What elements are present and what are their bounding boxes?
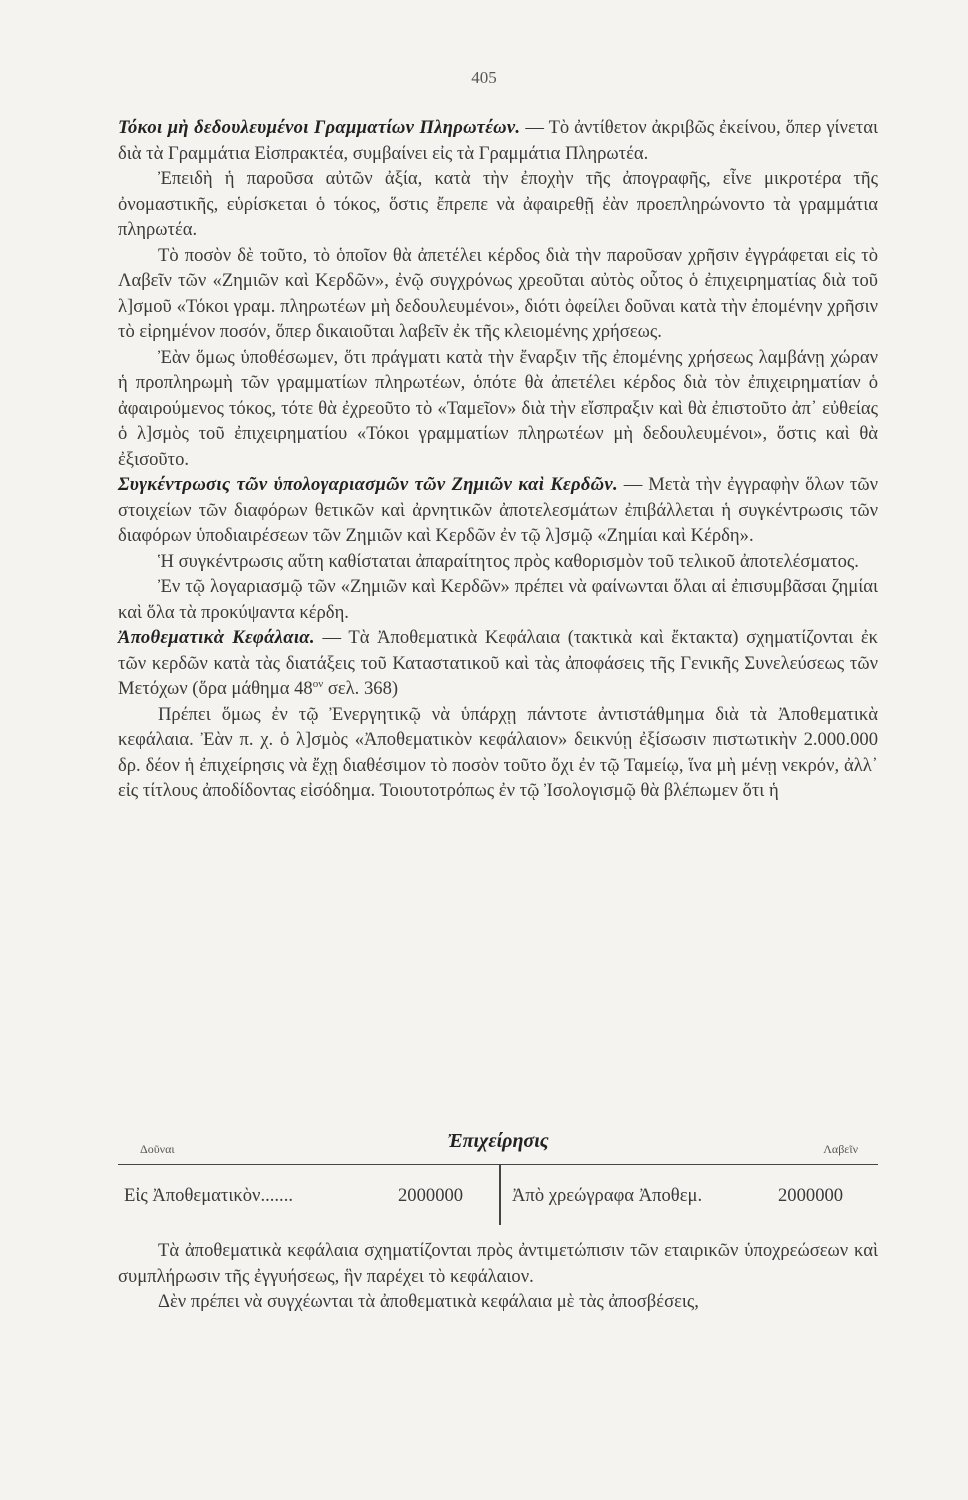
closing-text: [118, 1238, 878, 1315]
section-1-run-in: — Τὸ ἀντίθετον ἀκριβῶς ἐκείνου, ὅπερ γίνεται διὰ τὰ Γραμμάτια Εἰσπρακτέα, συμβαίνει εἰς τὰ Γραμμάτια Πληρωτέα.: [118, 117, 878, 164]
ledger-title: Ἐπιχείρησις: [447, 1130, 549, 1152]
superscript: ον: [312, 677, 324, 690]
debit-label: Εἰς Ἀποθεματικὸν.......: [124, 1185, 293, 1206]
credit-amount: 2000000: [778, 1185, 844, 1206]
section-3-run-in: — Τὰ Ἀποθεματικὰ Κεφάλαια (τακτικὰ καὶ ἔκτακτα) σχηματίζονται ἐκ τῶν κερδῶν κατὰ τὰς διατάξεις τοῦ Καταστατικοῦ καὶ τὰς ἀποφάσεις τῆς Γενικῆς Συνελεύσεως τῶν Μετόχων (ὅρα μάθημα 48: [118, 627, 879, 699]
paragraph: Δὲν πρέπει νὰ συγχέωνται τὰ ἀποθεματικὰ κεφάλαια μὲ τὰς ἀποσβέσεις,: [158, 1291, 699, 1312]
section-3-lead: [118, 625, 878, 702]
section-1-heading: Τόκοι μὴ δεδουλευμένοι Γραμματίων Πληρωτέων.: [118, 117, 521, 138]
paragraph: Ἐπειδὴ ἡ παροῦσα αὐτῶν ἀξία, κατὰ τὴν ἐποχὴν τῆς ἀπογραφῆς, εἶνε μικροτέρα τῆς ὀνομαστικῆς, εὑρίσκεται ὁ τόκος, ὅστις ἔπρεπε νὰ ἀφαιρεθῇ ἐὰν προεπληρώνοντο τὰ γραμμάτια πληρωτέα.: [118, 168, 878, 240]
ledger-head: [118, 1128, 878, 1162]
paragraph: Ἡ συγκέντρωσις αὕτη καθίσταται ἀπαραίτητος πρὸς καθορισμὸν τοῦ τελικοῦ ἀποτελέσματος.: [158, 550, 859, 572]
section-3-heading: Ἀποθεματικὰ Κεφάλαια.: [118, 627, 315, 648]
section-2-run-in: — Μετὰ τὴν ἐγγραφὴν ὅλων τῶν στοιχείων τῶν διαφόρων θετικῶν καὶ ἀρνητικῶν ἀποτελεσμάτων ἐπιβάλλεται ἡ συγκέντρωσις τῶν διαφόρων ὑποδιαιρέσεων τῶν Ζημιῶν καὶ Κερδῶν ἐν τῷ λ]σμῷ «Ζημίαι καὶ Κέρδη».: [118, 474, 878, 546]
debit-header: Δοῦναι: [140, 1142, 175, 1156]
paragraph: Τὸ ποσὸν δὲ τοῦτο, τὸ ὁποῖον θὰ ἀπετέλει κέρδος διὰ τὴν παροῦσαν χρῆσιν ἐγγράφεται εἰς τὸ Λαβεῖν τῶν «Ζημιῶν καὶ Κερδῶν», ἐνῷ συγχρόνως χρεοῦται αὐτὸς οὗτος ὁ ἐπιχειρηματίας διὰ τοῦ λ]σμοῦ «Τόκοι γραμ. πληρωτέων μὴ δεδουλευμένοι», διότι ὀφείλει δοῦναι κατὰ τὴν ἐπομένην χρῆσιν τὸ εἰρημένον ποσόν, ὅπερ δικαιοῦται λαβεῖν ἐκ τῆς κλειομένης χρήσεως.: [118, 244, 878, 342]
page-number: 405: [471, 68, 497, 87]
section-2-heading: Συγκέντρωσις τῶν ὑπολογαριασμῶν τῶν Ζημιῶν καὶ Κερδῶν.: [118, 474, 618, 495]
section-3-run-in-end: σελ. 368): [323, 678, 399, 699]
ledger-body: [118, 1165, 878, 1225]
main-text: [118, 115, 878, 804]
section-1-lead: [118, 115, 878, 166]
debit-amount: 2000000: [398, 1185, 464, 1206]
ledger-account: [118, 1128, 878, 1225]
paragraph: Ἐν τῷ λογαριασμῷ τῶν «Ζημιῶν καὶ Κερδῶν» πρέπει νὰ φαίνωνται ὅλαι αἱ ἐπισυμβᾶσαι ζημίαι καὶ ὅλα τὰ προκύψαντα κέρδη.: [118, 576, 878, 623]
credit-header: Λαβεῖν: [823, 1142, 858, 1156]
paragraph: Ἐὰν ὅμως ὑποθέσωμεν, ὅτι πράγματι κατὰ τὴν ἔναρξιν τῆς ἐπομένης χρήσεως λαμβάνῃ χώραν ἡ προπληρωμὴ τῶν γραμματίων πληρωτέων, ὁπότε θὰ ἀπετέλει κέρδος διὰ τὸν ἐπιχειρηματίαν ὁ ἀφαιρούμενος τόκος, τότε θὰ ἐχρεοῦτο τὸ «Ταμεῖον» διὰ τὴν εἴσπραξιν καὶ θὰ ἐπιστοῦτο ἀπ᾽ εὐθείας ὁ λ]σμὸς τοῦ ἐπιχειρηματίου «Τόκοι γραμματίων πληρωτέων μὴ δεδουλευμένοι», ὅστις καὶ θὰ ἐξισοῦτο.: [118, 346, 878, 470]
credit-label: Ἀπὸ χρεώγραφα Ἀποθεμ.: [512, 1185, 703, 1206]
paragraph: Τὰ ἀποθεματικὰ κεφάλαια σχηματίζονται πρὸς ἀντιμετώπισιν τῶν εταιρικῶν ὑποχρεώσεων καὶ συμπλήρωσιν τῆς ἐγγυήσεως, ἣν παρέχει τὸ κεφάλαιον.: [118, 1240, 878, 1287]
ledger-divider: [499, 1165, 501, 1225]
paragraph: Πρέπει ὅμως ἐν τῷ Ἐνεργητικῷ νὰ ὑπάρχῃ πάντοτε ἀντιστάθμημα διὰ τὰ Ἀποθεματικὰ κεφάλαια. Ἐὰν π. χ. ὁ λ]σμὸς «Ἀποθεματικὸν κεφάλαιον» δεικνύῃ ἐξίσωσιν πιστωτικὴν 2.000.000 δρ. δέον ἡ ἐπιχείρησις νὰ ἔχῃ διαθέσιμον τὸ ποσὸν τοῦτο ὄχι ἐν τῷ Ταμείῳ, ἵνα μὴ μένῃ νεκρόν, ἀλλ᾽ εἰς τίτλους ἀποδίδοντας εἰσόδημα. Τοιουτοτρόπως ἐν τῷ Ἰσολογισμῷ θὰ βλέπωμεν ὅτι ἡ: [118, 703, 878, 801]
section-2-lead: [118, 472, 878, 549]
